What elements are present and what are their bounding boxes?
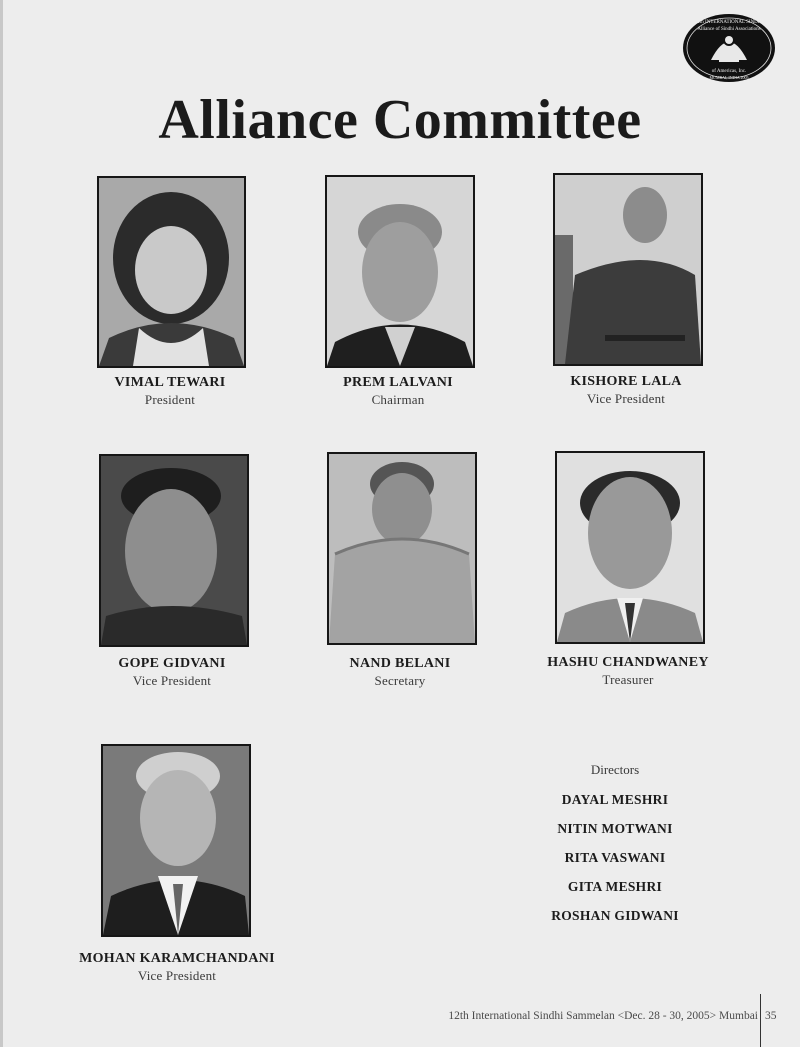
member-role: President [144, 392, 196, 407]
member-name: GOPE GIDVANI [118, 656, 226, 671]
member-name: VIMAL TEWARI [114, 375, 226, 390]
director-name: GITA MESHRI [567, 879, 663, 894]
svg-text:MUMBAI, INDIA 2005: MUMBAI, INDIA 2005 [709, 75, 749, 80]
footer-divider [760, 994, 761, 1047]
page-edge [0, 0, 3, 1047]
directors-list [520, 762, 710, 937]
footer-text: 12th International Sindhi Sammelan <Dec. 28 - 30, 2005> Mumbai [448, 1010, 758, 1022]
member-photo-hashu-chandwaney [555, 451, 705, 644]
director-name: NITIN MOTWANI [557, 821, 673, 836]
member-role: Vice President [137, 968, 217, 983]
member-role: Secretary [374, 673, 426, 688]
member-name: PREM LALVANI [343, 375, 453, 390]
director-name: RITA VASWANI [564, 850, 666, 865]
member-name: MOHAN KARAMCHANDANI [79, 951, 275, 966]
page-number: 35 [765, 1010, 777, 1022]
member-name: KISHORE LALA [570, 374, 682, 389]
page-title: Alliance Committee [158, 89, 642, 151]
member-photo-kishore-lala [553, 173, 703, 366]
member-name: HASHU CHANDWANEY [547, 655, 709, 670]
directors-heading: Directors [590, 762, 640, 777]
member-photo-gope-gidvani [99, 454, 249, 647]
director-name: DAYAL MESHRI [561, 792, 669, 807]
member-photo-vimal-tewari [97, 176, 246, 368]
member-name: NAND BELANI [349, 656, 451, 671]
member-role: Chairman [371, 392, 425, 407]
member-photo-prem-lalvani [325, 175, 475, 368]
svg-text:Alliance of Sindhi Association: Alliance of Sindhi Associations [697, 27, 761, 32]
director-name: ROSHAN GIDWANI [551, 908, 679, 923]
member-photo-nand-belani [327, 452, 477, 645]
svg-text:12th INTERNATIONAL SINDHI: 12th INTERNATIONAL SINDHI [694, 20, 764, 25]
member-role: Vice President [132, 673, 212, 688]
sammelan-logo-seal [681, 10, 777, 86]
member-role: Treasurer [602, 672, 654, 687]
member-photo-mohan-karamchandani [101, 744, 251, 937]
member-role: Vice President [586, 391, 666, 406]
svg-text:of Americas, Inc.: of Americas, Inc. [711, 69, 747, 74]
